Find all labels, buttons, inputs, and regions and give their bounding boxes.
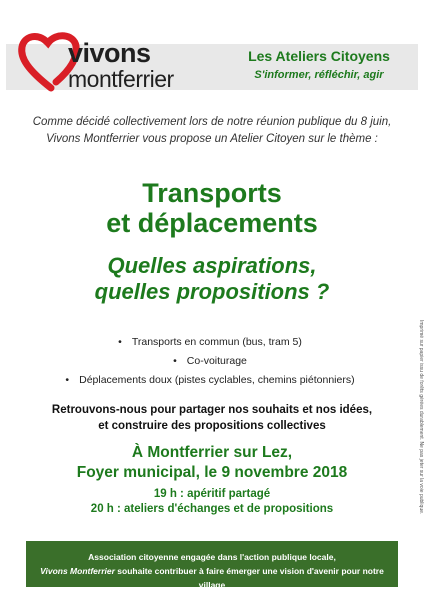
schedule-line: 19 h : apéritif partagé xyxy=(153,488,271,500)
call-to-action xyxy=(10,402,414,434)
subtitle-line: Quelles aspirations, xyxy=(107,253,317,278)
footer-line xyxy=(26,564,398,592)
title-line: Transports xyxy=(142,178,282,208)
intro-line: Comme décidé collectivement lors de notre réunion publique du 8 juin, xyxy=(32,116,392,128)
print-note: Imprimé sur papier issu de forêts gérées durablement. Ne pas jeter sur la voie publique. xyxy=(418,320,424,515)
title-line: et déplacements xyxy=(106,208,318,238)
list-item: • Transports en commun (bus, tram 5) xyxy=(20,333,400,352)
footer-line: Association citoyenne engagée dans l'action publique locale, xyxy=(88,552,336,562)
list-item: • Co-voiturage xyxy=(20,352,400,371)
call-line: et construire des propositions collectives xyxy=(98,420,326,432)
schedule xyxy=(0,487,424,517)
subtitle-line: quelles propositions ? xyxy=(94,279,330,304)
venue xyxy=(0,443,424,483)
header-tagline: S'informer, réfléchir, agir xyxy=(254,69,384,81)
logo xyxy=(16,30,206,96)
topic-list xyxy=(20,333,400,390)
footer-brand: Vivons Montferrier xyxy=(40,566,115,576)
page-title xyxy=(0,178,424,238)
venue-line: Foyer municipal, le 9 novembre 2018 xyxy=(76,464,348,481)
list-item: • Déplacements doux (pistes cyclables, chemins piétonniers) xyxy=(20,371,400,390)
intro-line: Vivons Montferrier vous propose un Atelier Citoyen sur le thème : xyxy=(46,133,378,145)
logo-word-vivons: vivons xyxy=(68,38,151,68)
intro-text xyxy=(10,114,414,148)
footer-line-rest: souhaite contribuer à faire émerger une vision d'avenir pour notre village xyxy=(114,566,384,590)
header-title-block xyxy=(224,48,414,81)
call-line: Retrouvons-nous pour partager nos souhaits et nos idées, xyxy=(51,404,373,416)
venue-line: À Montferrier sur Lez, xyxy=(131,444,293,461)
page-subtitle xyxy=(0,253,424,305)
logo-word-montferrier: montferrier xyxy=(68,66,174,92)
schedule-line: 20 h : ateliers d'échanges et de propositions xyxy=(90,503,334,515)
header-title: Les Ateliers Citoyens xyxy=(248,48,390,64)
footer-banner xyxy=(26,541,398,590)
